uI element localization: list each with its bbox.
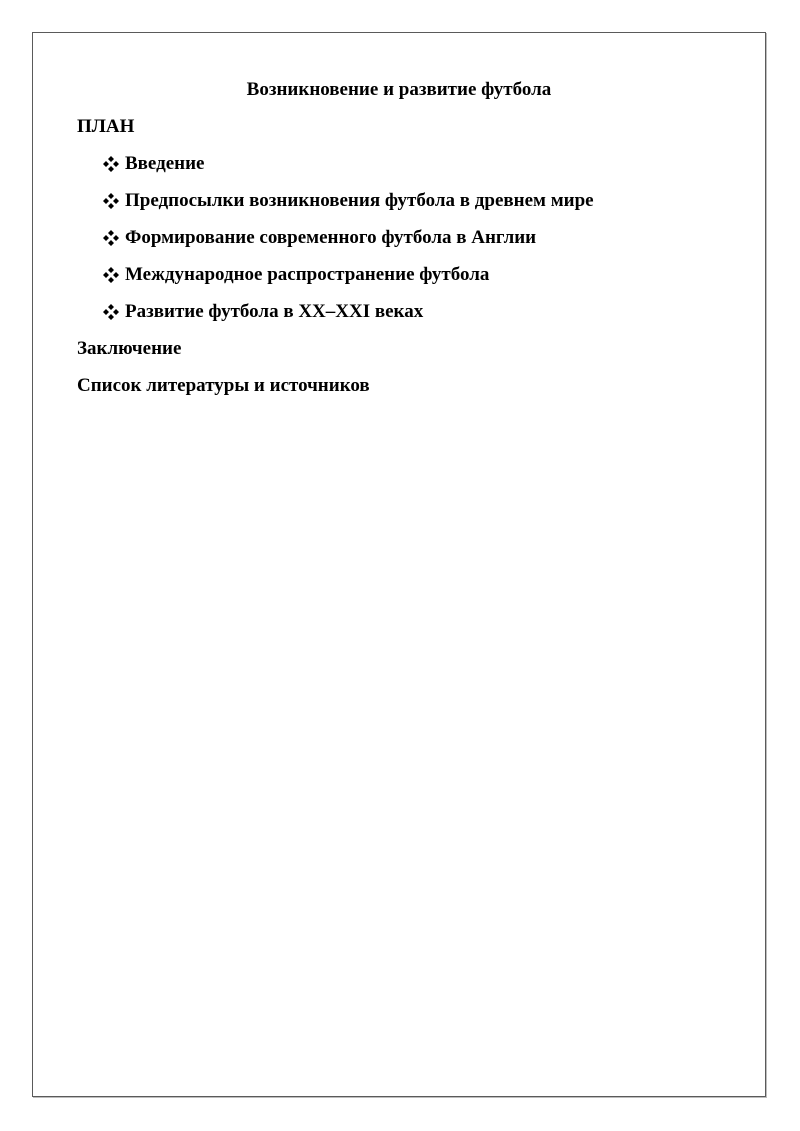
plan-item-introduction xyxy=(103,152,205,176)
plan-item-modern-football-england xyxy=(103,226,536,250)
plan-item-ancient-prerequisites xyxy=(103,189,594,213)
document-title: Возникновение и развитие футбола xyxy=(246,79,552,100)
plan-item-20th-21st-century xyxy=(103,300,423,324)
four-diamond-bullet-icon xyxy=(103,193,119,209)
plan-item-label: Предпосылки возникновения футбола в древнем мире xyxy=(125,190,594,211)
four-diamond-bullet-icon xyxy=(103,156,119,172)
plan-item-label: Введение xyxy=(125,153,205,174)
four-diamond-bullet-icon xyxy=(103,267,119,283)
four-diamond-bullet-icon xyxy=(103,230,119,246)
conclusion-heading: Заключение xyxy=(77,338,182,359)
plan-item-international-spread xyxy=(103,263,489,287)
plan-item-label: Международное распространение футбола xyxy=(125,264,490,285)
plan-item-label: Формирование современного футбола в Англии xyxy=(125,227,537,248)
four-diamond-bullet-icon xyxy=(103,304,119,320)
document-page xyxy=(32,32,766,1097)
references-heading: Список литературы и источников xyxy=(77,375,370,396)
plan-heading: ПЛАН xyxy=(77,116,135,137)
plan-item-label: Развитие футбола в XX–XXI веках xyxy=(125,301,424,322)
